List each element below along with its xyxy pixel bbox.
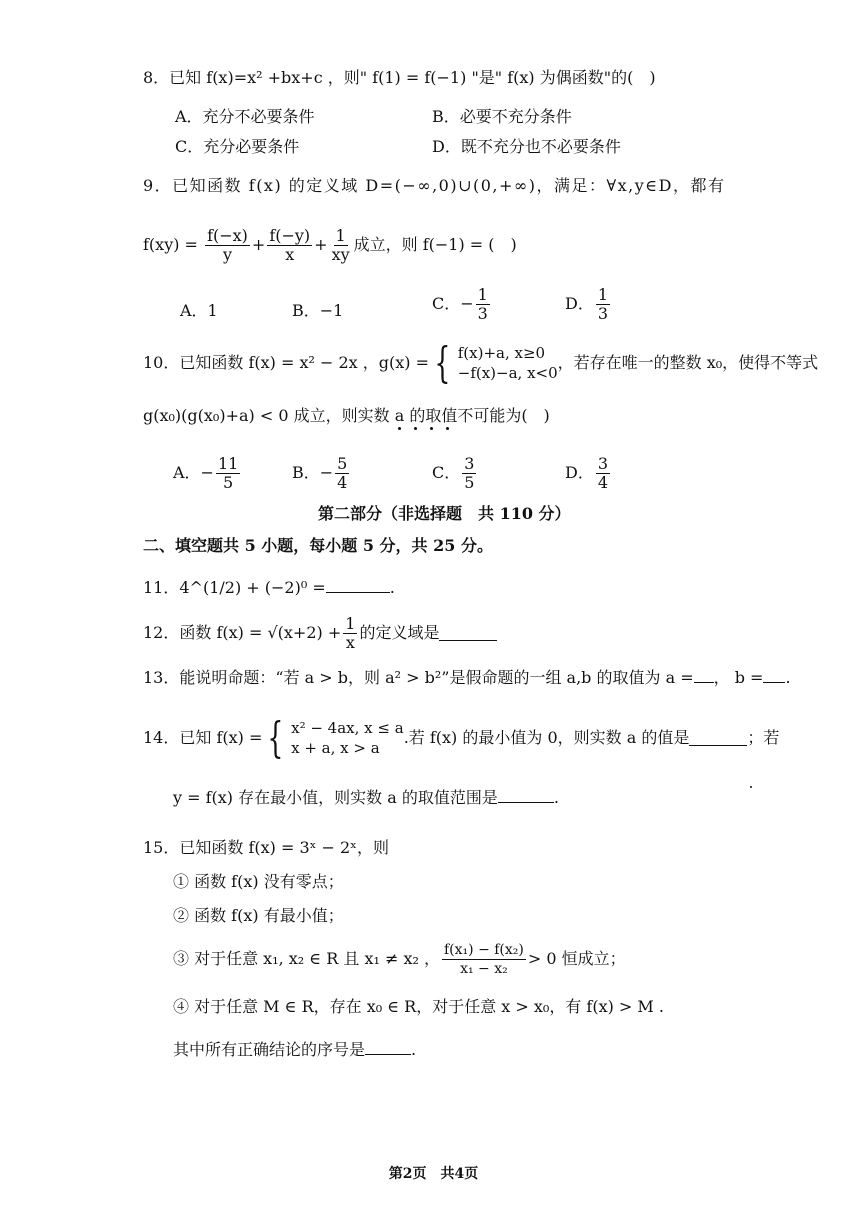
answer-blank[interactable] bbox=[439, 626, 497, 641]
q9-option-d: D． $\frac{1}{3}$ bbox=[565, 285, 609, 323]
q15-statement-4: ④ 对于任意 M ∈ R，存在 x₀ ∈ R，对于任意 x > x₀，有 f(x) > M . bbox=[173, 997, 664, 1016]
q15-statement-2: ② 函数 f(x) 有最小值； bbox=[173, 906, 344, 925]
q9-fraction-3: $\frac{1}{xy}$ bbox=[331, 226, 350, 264]
q9-fraction-2: $\frac{f(-y)}{x}$ bbox=[269, 226, 311, 264]
emphasis-dot bbox=[430, 427, 433, 430]
q13: 13．能说明命题：“若 a > b，则 a² > b²”是假命题的一组 a,b 的取值为 a = ， b = . bbox=[143, 668, 791, 687]
q10-option-c: C． $\frac{3}{5}$ bbox=[432, 454, 475, 492]
q10-option-d: D． $\frac{3}{4}$ bbox=[565, 454, 609, 492]
q15-final: 其中所有正确结论的序号是 . bbox=[173, 1040, 417, 1059]
q10-case-2: −f(x)−a, x<0 bbox=[457, 364, 558, 382]
q9-eq-lhs: f(xy) = bbox=[143, 235, 198, 254]
q15-statement-1: ① 函数 f(x) 没有零点； bbox=[173, 872, 344, 891]
q10-line2: g(x₀)(g(x₀)+a) < 0 成立，则实数 a 的取值不可能为( ) bbox=[143, 406, 550, 425]
answer-blank-a[interactable] bbox=[694, 668, 714, 683]
q9-option-a: A．1 bbox=[180, 301, 218, 320]
q9-option-b: B．−1 bbox=[292, 301, 344, 320]
section2-title: 二、填空题共 5 小题，每小题 5 分，共 25 分。 bbox=[143, 536, 493, 555]
q14-line2: y = f(x) 存在最小值，则实数 a 的取值范围是 . bbox=[173, 788, 559, 807]
q9-eq-tail: 成立，则 f(−1) = ( ) bbox=[353, 235, 517, 254]
q9-fraction-1: $\frac{f(-x)}{y}$ bbox=[207, 226, 248, 264]
page-footer: 第2页 共4页 bbox=[388, 1166, 479, 1182]
q8-option-c: C．充分必要条件 bbox=[175, 137, 300, 156]
q15-stem: 15．已知函数 f(x) = 3ˣ − 2ˣ，则 bbox=[143, 838, 389, 857]
q11: 11．4^(1/2) + (−2)⁰ = . bbox=[143, 578, 395, 597]
stray-dot bbox=[750, 786, 752, 788]
q9-equation: f(xy) = $\frac{f(-x)}{y}$ + $\frac{f(-y)}{x}$ + $\frac{1}{xy}$ 成立，则 f(−1) = ( ) bbox=[143, 226, 517, 264]
q9-option-c: C．− $\frac{1}{3}$ bbox=[432, 285, 488, 323]
q10-case-1: f(x)+a, x≥0 bbox=[457, 344, 546, 362]
emphasis-dot bbox=[398, 427, 401, 430]
answer-blank[interactable] bbox=[498, 788, 554, 803]
emphasis-dot bbox=[414, 427, 417, 430]
answer-blank[interactable] bbox=[689, 731, 747, 746]
answer-blank[interactable] bbox=[326, 578, 390, 593]
q8-option-b: B．必要不充分条件 bbox=[432, 107, 572, 126]
q8-stem: 8．已知 f(x)=x² +bx+c ，则" f(1) = f(−1) "是" f(x) 为偶函数"的( ) bbox=[143, 68, 656, 87]
q14-case-1: x² − 4ax, x ≤ a bbox=[291, 719, 404, 737]
q8-option-a: A．充分不必要条件 bbox=[175, 107, 315, 126]
q8-option-d: D．既不充分也不必要条件 bbox=[432, 137, 621, 156]
q12: 12．函数 f(x) = √(x+2) + $\frac{1}{x}$ 的定义域是 bbox=[143, 612, 497, 654]
q14-stem: 14．已知 f(x) = { x² − 4ax, x ≤ a x + a, x > a .若 f(x) 的最小值为 0，则实数 a 的值是 ；若 bbox=[143, 713, 780, 762]
q15-statement-3: ③ 对于任意 x₁, x₂ ∈ R 且 x₁ ≠ x₂ ， $\frac{\text{f(x₁) − f(x₂)}}{\text{x₁ − x₂}}$ > 0 恒成立； bbox=[173, 941, 626, 977]
answer-blank-b[interactable] bbox=[763, 668, 785, 683]
q10-option-b: B．− $\frac{5}{4}$ bbox=[292, 454, 348, 492]
q14-case-2: x + a, x > a bbox=[291, 739, 380, 757]
q10-stem: 10．已知函数 f(x) = x² − 2x ，g(x) = { f(x)+a, x≥0 −f(x)−a, x<0 ，若存在唯一的整数 x₀，使得不等式 bbox=[143, 338, 819, 387]
answer-blank[interactable] bbox=[365, 1040, 411, 1055]
part2-title: 第二部分（非选择题 共 110 分） bbox=[318, 504, 571, 523]
q10-option-a: A．− $\frac{11}{5}$ bbox=[173, 454, 239, 492]
emphasis-dot bbox=[446, 427, 449, 430]
q9-stem: 9．已知函数 f(x) 的定义域 D=(−∞,0)∪(0,+∞)，满足：∀x,y∈D，都有 bbox=[143, 176, 726, 195]
